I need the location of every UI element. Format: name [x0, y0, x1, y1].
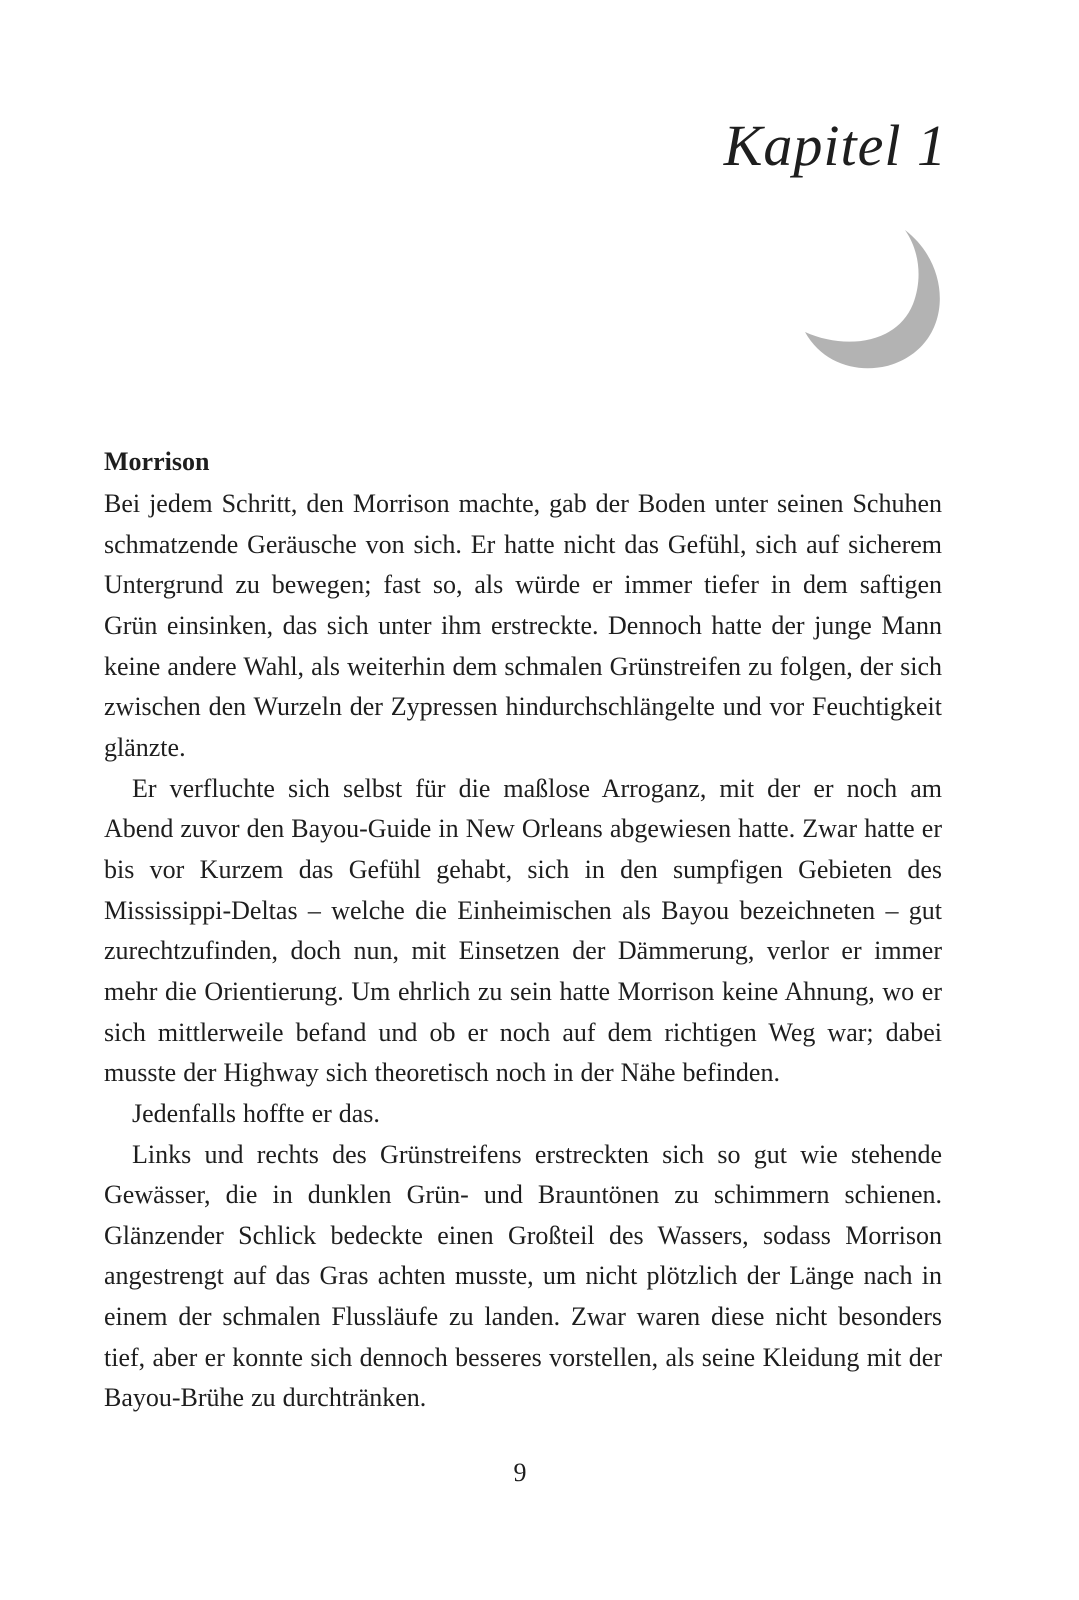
crescent-moon-shape: [805, 230, 940, 368]
body-text: [104, 484, 942, 1419]
paragraph-2: Er verfluchte sich selbst für die maßlose Arroganz, mit der er noch am Abend zuvor den Bayou-Guide in New Orleans abgewiesen hatte. Zwar hatte er bis vor Kurzem das Gefühl gehabt, sich in den sumpfigen Gebieten des Mississippi-Deltas – welche die Einheimischen als Bayou bezeichneten – gut zurechtzufinden, doch nun, mit Einsetzen der Dämmerung, verlor er immer mehr die Orientierung. Um ehrlich zu sein hatte Morrison keine Ahnung, wo er sich mittlerweile befand und ob er noch auf dem richtigen Weg war; dabei musste der Highway sich theoretisch noch in der Nähe befinden.: [104, 773, 942, 1088]
paragraph-3: Jedenfalls hoffte er das.: [132, 1098, 380, 1128]
section-heading: Morrison: [104, 447, 210, 476]
paragraph-1: Bei jedem Schritt, den Morrison machte, gab der Boden unter seinen Schuhen schmatzende Geräusche von sich. Er hatte nicht das Gefühl, sich auf sicherem Untergrund zu bewegen; fast so, als würde er immer tiefer in dem saftigen Grün einsinken, das sich unter ihm erstreckte. Dennoch hatte der junge Mann keine andere Wahl, als weiterhin dem schmalen Grünstreifen zu folgen, der sich zwischen den Wurzeln der Zypressen hindurchschlängelte und vor Feuchtigkeit glänzte.: [104, 489, 942, 762]
crescent-moon-icon: [805, 228, 945, 370]
page-number: 9: [513, 1458, 527, 1487]
chapter-title: Kapitel 1: [723, 113, 947, 178]
paragraph-4: Links und rechts des Grünstreifens erstreckten sich so gut wie stehende Gewässer, die in dunklen Grün- und Brauntönen zu schimmern schienen. Glänzender Schlick bedeckte einen Großteil des Wassers, sodass Morrison angestrengt auf das Gras achten musste, um nicht plötzlich der Länge nach in einem der schmalen Flussläufe zu landen. Zwar waren diese nicht besonders tief, aber er konnte sich dennoch besseres vorstellen, als seine Kleidung mit der Bayou-Brühe zu durchtränken.: [104, 1139, 942, 1413]
